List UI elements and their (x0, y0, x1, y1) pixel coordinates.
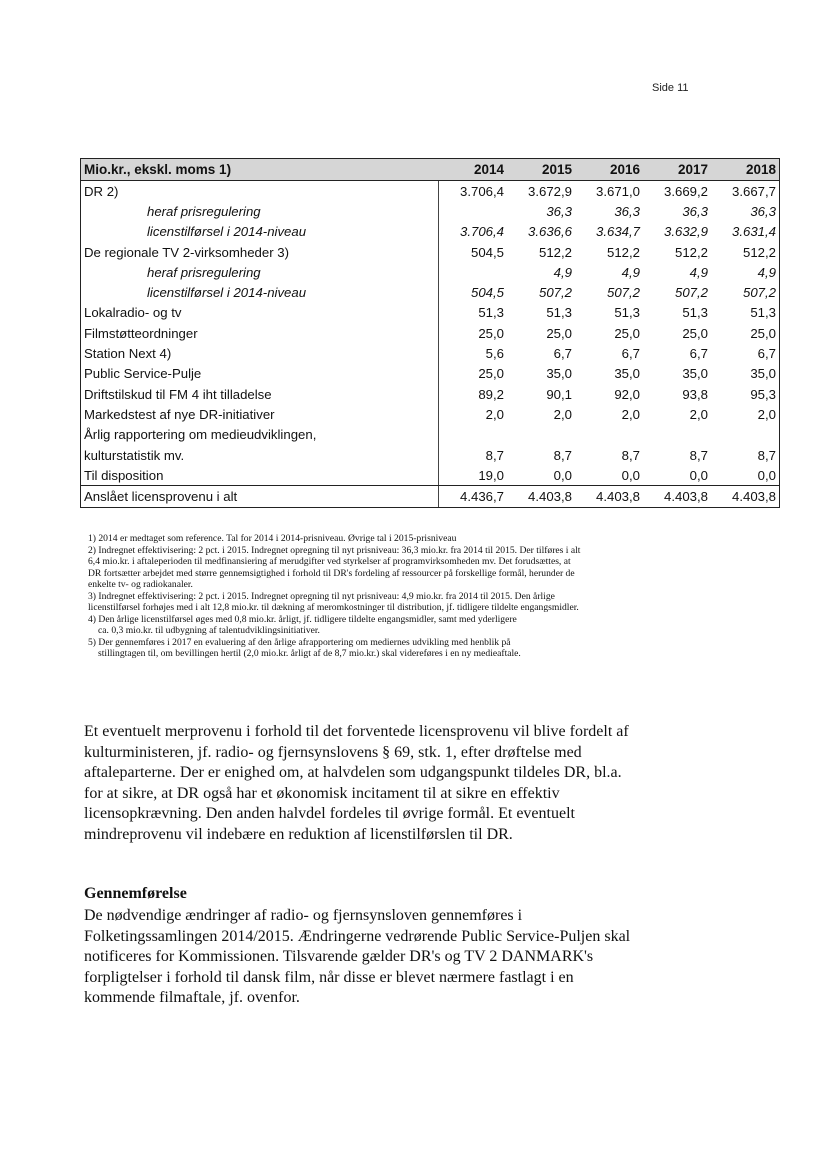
row-value: 51,3 (614, 305, 640, 321)
header-year: 2016 (575, 159, 643, 181)
row-value: 512,2 (538, 244, 572, 260)
row-value: 6,7 (711, 343, 780, 363)
footnotes (88, 533, 758, 660)
header-year: 2015 (507, 159, 575, 181)
header-year: 2017 (643, 159, 711, 181)
row-value: 95,3 (711, 384, 780, 404)
row-value: 0,0 (507, 465, 575, 486)
row-value: 36,3 (614, 203, 640, 219)
row-value: 19,0 (439, 465, 508, 486)
row-value: 512,2 (606, 244, 640, 260)
footnote-line: ca. 0,3 mio.kr. til udbygning af talentudviklingsinitiativer. (98, 625, 320, 636)
row-value: 8,7 (711, 445, 780, 465)
row-value: 90,1 (546, 386, 572, 402)
row-label: licenstilførsel i 2014-niveau (81, 222, 439, 242)
row-value: 504,5 (470, 285, 504, 301)
table-row (81, 181, 780, 202)
row-value: 36,3 (711, 201, 780, 221)
row-value: 4,9 (689, 264, 708, 280)
row-value: 507,2 (538, 285, 572, 301)
header-year: 2018 (711, 159, 780, 181)
table-row (81, 242, 780, 262)
row-value: 93,8 (682, 386, 708, 402)
row-value: 25,0 (682, 325, 708, 341)
total-label: Anslået licensprovenu i alt (81, 486, 439, 507)
row-value: 8,7 (485, 447, 504, 463)
row-value: 0,0 (643, 465, 711, 486)
row-label: Driftstilskud til FM 4 iht tilladelse (81, 384, 439, 404)
row-label: Station Next 4) (81, 343, 439, 363)
row-value: 2,0 (689, 406, 708, 422)
table-row (81, 404, 780, 424)
row-value: 51,3 (711, 303, 780, 323)
row-value: 3.672,9 (528, 183, 572, 199)
table-row (81, 384, 780, 404)
total-value: 4.436,7 (439, 486, 508, 507)
row-label: heraf prisregulering (81, 201, 439, 221)
footnote-line: stillingtagen til, om bevillingen hertil (2,0 mio.kr. årligt af de 8,7 mio.kr.) skal videreføres i en ny medieaftale. (98, 648, 521, 659)
row-value: 6,7 (621, 346, 640, 362)
row-value: 51,3 (478, 305, 504, 321)
row-label: DR 2) (81, 181, 439, 202)
header-label: Mio.kr., ekskl. moms 1) (81, 159, 439, 181)
row-value: 2,0 (553, 406, 572, 422)
row-value: 2,0 (711, 404, 780, 424)
row-value: 4,9 (711, 262, 780, 282)
page-number: Side 11 (652, 82, 689, 94)
table-subrow (81, 262, 780, 282)
row-value: 36,3 (682, 203, 708, 219)
row-value: 3.669,2 (664, 183, 708, 199)
footnote-line: enkelte tv- og radiokanaler. (88, 579, 193, 590)
table-header-row (81, 159, 780, 181)
table-row (81, 465, 780, 486)
table-row (81, 364, 780, 384)
row-label: kulturstatistik mv. (81, 445, 439, 465)
total-value: 4.403,8 (711, 486, 780, 507)
row-value: 3.671,0 (596, 183, 640, 199)
table-body (81, 181, 780, 508)
total-value: 4.403,8 (507, 486, 575, 507)
row-value (711, 425, 780, 445)
row-value: 51,3 (546, 305, 572, 321)
row-value: 0,0 (711, 465, 780, 486)
body-paragraph: De nødvendige ændringer af radio- og fjernsynsloven gennemføres i Folketingssamlingen 2014/2015. Ændringerne vedrørende Public Service-Puljen skal notificeres for Kommissionen. Tilsvarende gælder DR's og TV 2 DANMARK's forpligtelser i forhold til dansk film, når disse er blevet nærmere fastlagt i en kommende filmaftale, jf. ovenfor. (84, 907, 631, 1006)
row-label: Markedstest af nye DR-initiativer (81, 404, 439, 424)
row-value: 25,0 (478, 366, 504, 382)
table-subrow (81, 201, 780, 221)
table-row (81, 445, 780, 465)
row-value: 92,0 (614, 386, 640, 402)
row-value: 4,9 (621, 264, 640, 280)
row-value: 2,0 (621, 406, 640, 422)
row-value: 504,5 (470, 244, 504, 260)
row-value: 35,0 (614, 366, 640, 382)
row-value (507, 425, 575, 445)
row-value: 512,2 (711, 242, 780, 262)
row-value: 3.631,4 (711, 222, 780, 242)
table-row (81, 303, 780, 323)
row-label: licenstilførsel i 2014-niveau (81, 282, 439, 302)
footnote-line: licenstilførsel forhøjes med i alt 12,8 mio.kr. til dækning af meromkostninger til distribution, jf. tidligere tildelte engangsmidler. (88, 602, 579, 613)
row-value: 35,0 (546, 366, 572, 382)
row-label: Til disposition (81, 465, 439, 486)
section-heading: Gennemførelse (84, 885, 187, 902)
row-value: 507,2 (711, 282, 780, 302)
row-value: 25,0 (478, 325, 504, 341)
row-value: 5,6 (485, 346, 504, 362)
row-value: 35,0 (682, 366, 708, 382)
footnote-line: 1) 2014 er medtaget som reference. Tal for 2014 i 2014-prisniveau. Øvrige tal i 2015-prisniveau (88, 533, 457, 544)
row-value: 51,3 (682, 305, 708, 321)
footnote-line: 3) Indregnet effektivisering: 2 pct. i 2015. Indregnet opregning til nyt prisniveau: 4,9 mio.kr. fra 2014 til 2015. Den årlige (88, 590, 555, 602)
row-value: 512,2 (674, 244, 708, 260)
row-value (439, 425, 508, 445)
row-label: Filmstøtteordninger (81, 323, 439, 343)
body-paragraph: Et eventuelt merprovenu i forhold til det forventede licensprovenu vil blive fordelt af kulturministeren, jf. radio- og fjernsynslovens § 69, stk. 1, efter drøftelse med aftaleparterne. Der er enighed om, at halvdelen som udgangspunkt tildeles DR, bl.a. for at sikre, at DR også har et økonomisk incitament til at sikre en effektiv licensopkrævning. Den anden halvdel fordeles til øvrige formål. Et eventuelt mindreprovenu vil indebære en reduktion af licenstilførslen til DR. (84, 723, 629, 843)
table-row (81, 343, 780, 363)
row-value: 2,0 (485, 406, 504, 422)
footnote-line: 6,4 mio.kr. i aftaleperioden til medfinansiering af merudgifter ved styrkelser af programvirksomheden mv. Det forudsættes, at (88, 556, 571, 567)
row-label: Årlig rapportering om medieudviklingen, (81, 425, 439, 445)
row-value: 507,2 (606, 285, 640, 301)
row-value: 8,7 (621, 447, 640, 463)
row-value: 25,0 (711, 323, 780, 343)
row-value: 8,7 (689, 447, 708, 463)
row-value (575, 425, 643, 445)
row-value: 4,9 (553, 264, 572, 280)
row-value: 3.636,6 (528, 224, 572, 240)
row-value: 3.667,7 (711, 181, 780, 202)
table-subrow (81, 222, 780, 242)
footnote-line: 4) Den årlige licenstilførsel øges med 0,8 mio.kr. årligt, jf. tidligere tildelte engangsmidler, samt med yderligere (88, 613, 517, 625)
budget-table (80, 158, 780, 508)
row-value: 3.634,7 (596, 224, 640, 240)
table-subrow (81, 282, 780, 302)
footnote-line: DR fortsætter arbejdet med større gennemsigtighed i forhold til DR's fordeling af ressourcer på forskellige formål, herunder de (88, 567, 575, 579)
total-value: 4.403,8 (643, 486, 711, 507)
row-label: Public Service-Pulje (81, 364, 439, 384)
footnote-line: 5) Der gennemføres i 2017 en evaluering af den årlige afrapportering om mediernes udvikling med henblik på (88, 636, 511, 648)
total-value: 4.403,8 (575, 486, 643, 507)
row-label: heraf prisregulering (81, 262, 439, 282)
table-row (81, 425, 780, 445)
row-value (643, 425, 711, 445)
row-value: 89,2 (478, 386, 504, 402)
row-value (439, 201, 508, 221)
row-value: 6,7 (553, 346, 572, 362)
row-value: 6,7 (689, 346, 708, 362)
row-value: 35,0 (711, 364, 780, 384)
row-value (439, 262, 508, 282)
row-value: 507,2 (674, 285, 708, 301)
row-value: 3.706,4 (460, 224, 504, 240)
table-row (81, 323, 780, 343)
row-value: 25,0 (614, 325, 640, 341)
header-year: 2014 (439, 159, 508, 181)
row-value: 3.632,9 (664, 224, 708, 240)
row-value: 3.706,4 (460, 183, 504, 199)
row-value: 25,0 (546, 325, 572, 341)
row-value: 0,0 (575, 465, 643, 486)
row-value: 8,7 (553, 447, 572, 463)
row-label: De regionale TV 2-virksomheder 3) (81, 242, 439, 262)
row-value: 36,3 (546, 203, 572, 219)
row-label: Lokalradio- og tv (81, 303, 439, 323)
footnote-line: 2) Indregnet effektivisering: 2 pct. i 2015. Indregnet opregning til nyt prisniveau: 36,3 mio.kr. fra 2014 til 2015. Der tilføres i alt (88, 544, 581, 556)
total-row (81, 486, 780, 507)
